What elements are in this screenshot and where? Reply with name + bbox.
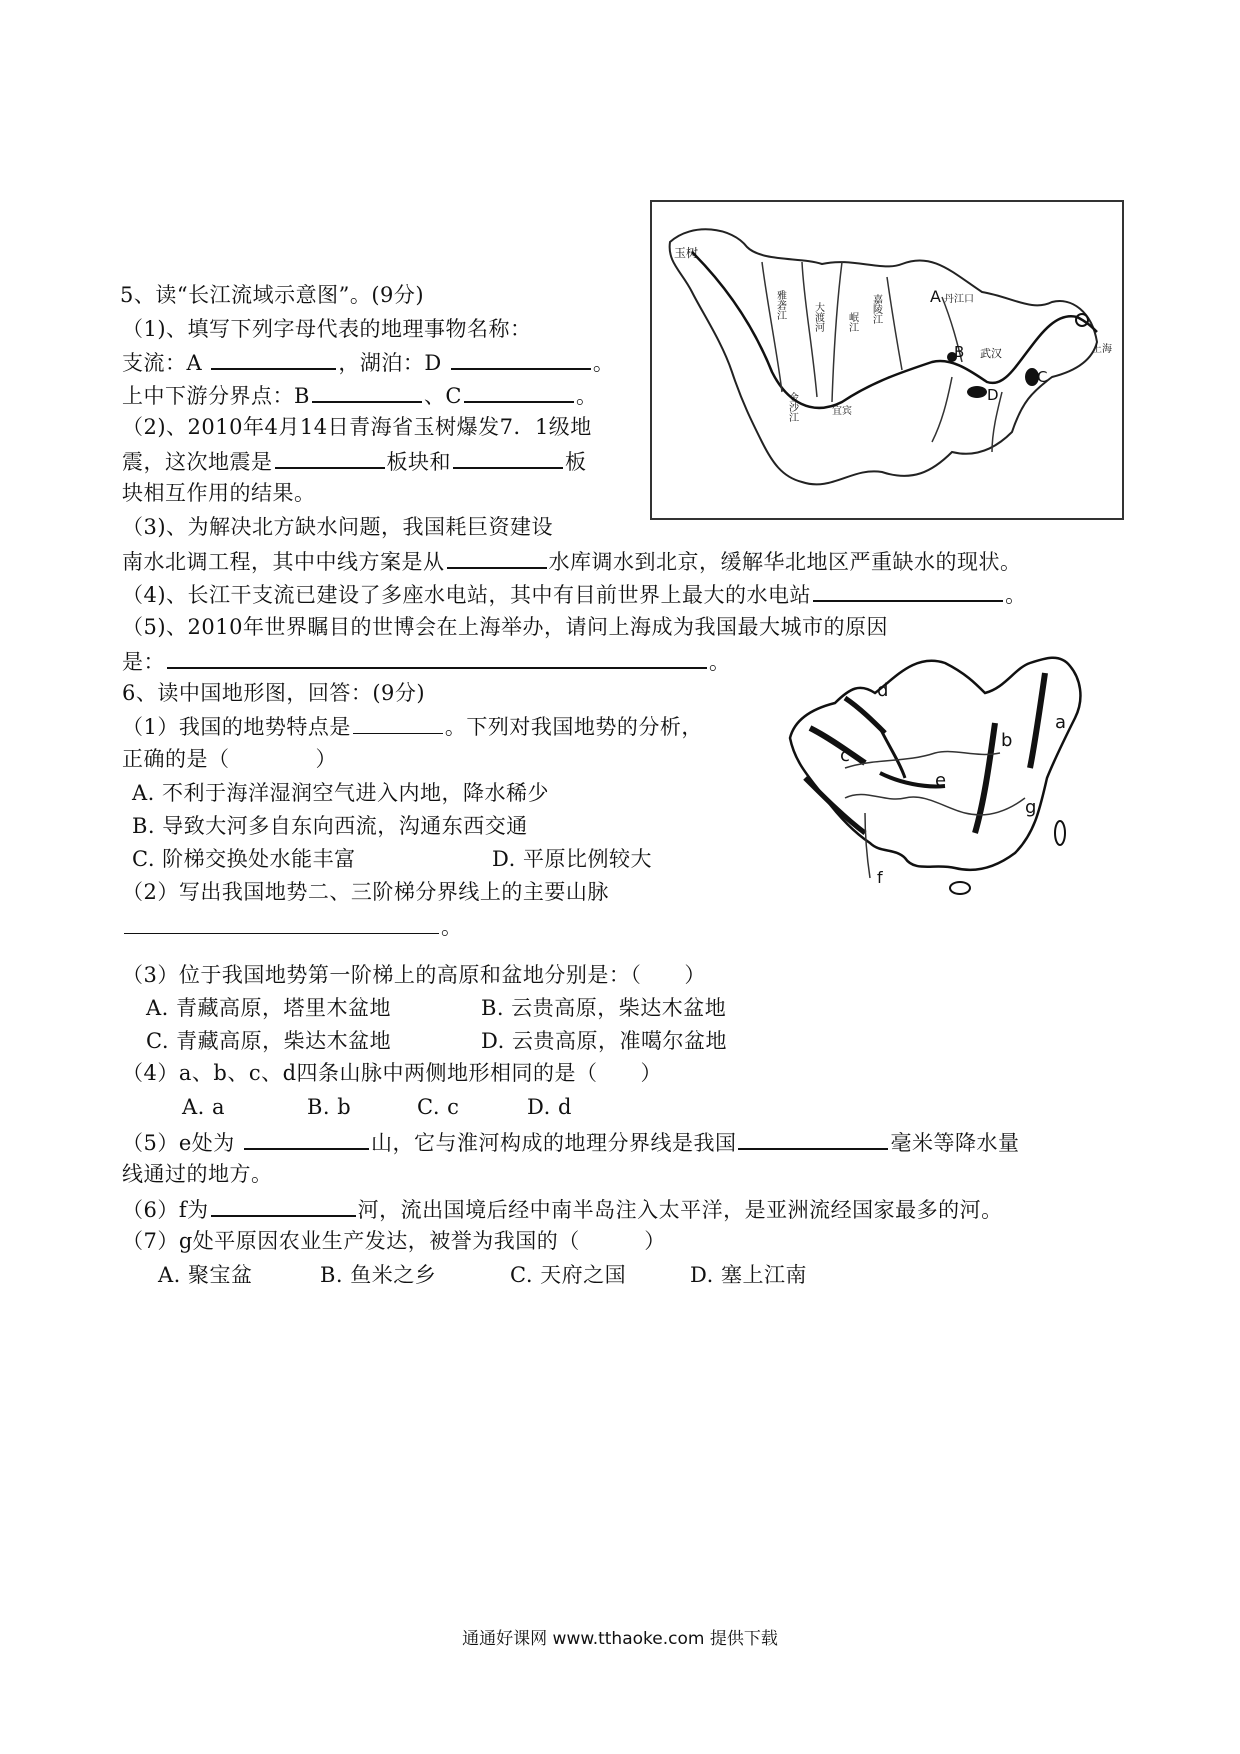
map-label-wuhan: 武汉 [980,347,1002,360]
q5-part5-line2 [122,645,731,677]
map-label-min: 岷江 [846,312,858,332]
map-label-shanghai: 上海 [1092,344,1112,355]
q5-p1a-prefix: 支流：A [122,351,203,375]
boundary-c-blank[interactable] [464,379,574,403]
q6-p1-prefix: （1）我国的地势特点是 [122,715,351,739]
q5-p2-end: 板 [565,450,587,474]
q6-option-1d[interactable]: D. 平原比例较大 [492,847,652,871]
china-map-label-e: e [935,770,947,791]
q6-part5-line2: 线通过的地方。 [122,1162,273,1186]
q5-p1b-end: 。 [576,384,598,408]
q6-option-3d[interactable]: D. 云贵高原，准噶尔盆地 [481,1029,727,1053]
q6-part6 [122,1193,1003,1225]
q6-part1-line1 [122,711,703,742]
q5-p5-end: 。 [709,650,731,674]
q6-options-7 [158,1260,807,1290]
q6-p5-mid: 山，它与淮河构成的地理分界线是我国 [370,1131,737,1155]
shanghai-reason-blank[interactable] [167,645,707,669]
q5-p4-end: 。 [1005,583,1027,607]
precipitation-blank[interactable] [738,1126,888,1150]
q6-part2-line1: （2）写出我国地势二、三阶梯分界线上的主要山脉 [122,880,609,904]
map-label-c: C [1037,368,1048,386]
q6-option-1c[interactable]: C. 阶梯交换处水能丰富 [132,847,356,871]
china-map-label-b: b [1001,730,1013,751]
china-map-drawing [785,648,1105,900]
power-station-blank[interactable] [813,578,1003,602]
q6-option-7b[interactable]: B. 鱼米之乡 [320,1263,437,1287]
q5-part1-row-b [122,379,598,411]
q6-option-3b[interactable]: B. 云贵高原，柴达木盆地 [481,996,727,1020]
q6-option-4b[interactable]: B. b [307,1095,352,1119]
q6-option-4c[interactable]: C. c [417,1095,460,1119]
q6-option-4d[interactable]: D. d [527,1095,572,1119]
q6-part4: （4）a、b、c、d四条山脉中两侧地形相同的是（ ） [122,1061,663,1085]
mountain-e-blank[interactable] [244,1126,369,1150]
q6-p2-end: 。 [441,915,463,939]
map-label-danjiangkou: 丹江口 [944,294,974,305]
china-map-label-a: a [1055,712,1067,733]
map-label-dadu: 大渡河 [812,302,824,332]
q6-p5-end: 毫米等降水量 [890,1131,1020,1155]
q5-part5-line1: （5)、2010年世界瞩目的世博会在上海举办，请问上海成为我国最大城市的原因 [122,615,888,639]
map-label-b: B [954,343,965,361]
q6-title: 6、读中国地形图，回答：(9分) [122,681,426,705]
q6-option-7d[interactable]: D. 塞上江南 [690,1263,807,1287]
china-map-label-d: d [877,680,889,701]
q5-p1a-mid: ，湖泊：D [338,351,442,375]
q5-p4-prefix: （4)、长江干支流已建设了多座水电站，其中有目前世界上最大的水电站 [122,583,812,607]
q6-option-3c[interactable]: C. 青藏高原，柴达木盆地 [146,1029,392,1053]
q6-p5-prefix: （5）e处为 [122,1131,235,1155]
plate2-blank[interactable] [453,445,563,469]
mountain-range-blank[interactable] [124,911,439,934]
q5-part1: （1)、填写下列字母代表的地理事物名称： [122,317,532,341]
q6-option-4a[interactable]: A. a [182,1095,226,1119]
river-f-blank[interactable] [211,1193,356,1217]
q5-part2-line2 [122,445,587,477]
q5-part4 [122,578,1027,610]
map-label-jinsha: 金沙江 [786,392,798,422]
map-label-d: D [987,386,999,404]
terrain-feature-blank[interactable] [353,711,443,734]
tributary-a-blank[interactable] [211,346,336,370]
q6-option-1b[interactable]: B. 导致大河多自东向西流，沟通东西交通 [132,814,528,838]
q5-p2-mid: 板块和 [386,450,451,474]
download-footer: 通通好课网 www.tthaoke.com 提供下载 [462,1629,778,1649]
q5-part3-line2 [122,545,1022,577]
lake-d-blank[interactable] [451,346,591,370]
q5-part1-row-a [122,346,614,378]
q6-option-1a[interactable]: A. 不利于海洋湿润空气进入内地，降水稀少 [132,781,550,805]
map-label-a: A [930,287,941,306]
q6-options-3cd [146,1026,727,1056]
plate1-blank[interactable] [275,445,385,469]
q5-part2-line1: （2)、2010年4月14日青海省玉树爆发7．1级地 [122,415,592,439]
china-map-label-c: c [840,745,850,766]
china-map-label-f: f [877,868,883,887]
q6-part3: （3）位于我国地势第一阶梯上的高原和盆地分别是：（ ） [122,963,706,987]
q6-p1-end: 。下列对我国地势的分析， [444,715,703,739]
q5-p1a-end: 。 [592,351,615,375]
q5-p2-prefix: 震，这次地震是 [122,450,273,474]
q5-part2-line3: 块相互作用的结果。 [122,481,316,505]
q5-p1b-mid: 、C [423,384,463,408]
q5-p5-prefix: 是： [122,650,165,674]
q6-part5-line1 [122,1126,1019,1158]
q6-option-7c[interactable]: C. 天府之国 [510,1263,627,1287]
q6-part7: （7）g处平原因农业生产发达，被誉为我国的（ ） [122,1229,666,1253]
china-terrain-map [785,648,1105,900]
map-label-jialing: 嘉陵江 [870,294,882,324]
q6-part1-line2: 正确的是（ ） [122,747,337,771]
boundary-b-blank[interactable] [312,379,422,403]
yangtze-basin-map [650,200,1124,520]
q6-p6-prefix: （6）f为 [122,1198,209,1222]
q6-options-4 [182,1092,572,1122]
q5-p1b-prefix: 上中下游分界点：B [122,384,310,408]
map-label-yalong: 雅砻江 [774,290,786,320]
map-label-yushu: 玉树 [674,246,699,260]
q6-option-7a[interactable]: A. 聚宝盆 [158,1263,253,1287]
q5-part3-line1: （3)、为解决北方缺水问题，我国耗巨资建设 [122,515,554,539]
reservoir-blank[interactable] [447,545,547,569]
yangtze-map-drawing [652,202,1122,518]
q5-p3-prefix: 南水北调工程，其中中线方案是从 [122,550,445,574]
q5-p3-end: 水库调水到北京，缓解华北地区严重缺水的现状。 [548,550,1022,574]
q6-option-3a[interactable]: A. 青藏高原，塔里木盆地 [146,996,392,1020]
china-map-label-g: g [1025,797,1037,818]
q6-options-3ab [146,993,727,1023]
map-label-yibin: 宜宾 [832,406,852,417]
q5-title: 5、读“长江流域示意图”。(9分) [120,283,425,307]
q6-part2-line2 [122,911,463,942]
q6-options-1cd [132,844,652,874]
q6-p6-end: 河，流出国境后经中南半岛注入太平洋，是亚洲流经国家最多的河。 [357,1198,1003,1222]
